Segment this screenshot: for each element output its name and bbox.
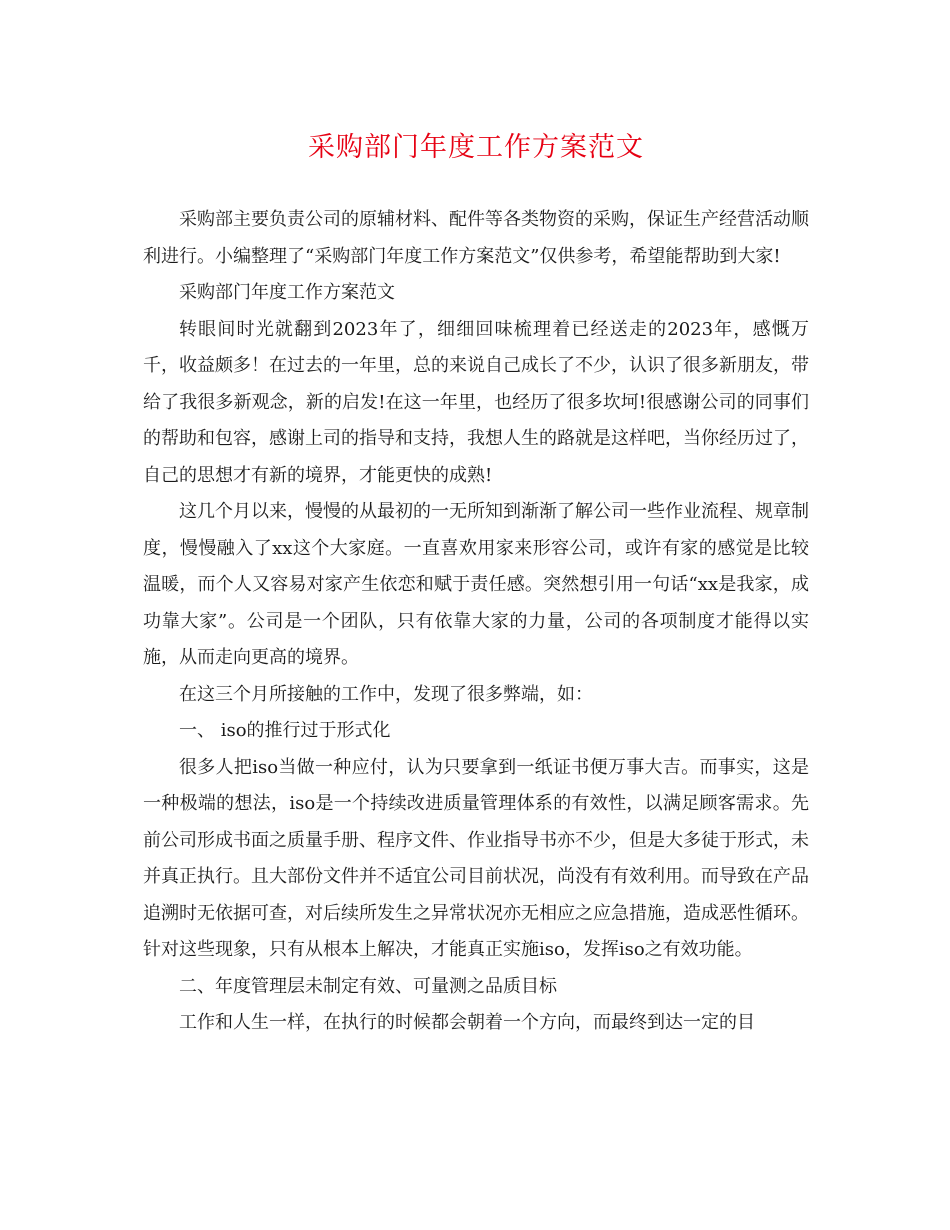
body-paragraph-3: 在这三个月所接触的工作中，发现了很多弊端，如： [179, 683, 593, 705]
section-1-body: 很多人把iso当做一种应付，认为只要拿到一纸证书便万事大吉。而事实，这是一种极端的想法，iso是一个持续改进质量管理体系的有效性，以满足顾客需求。先前公司形成书面之质量手册、程序文件、作业指导书亦不少，但是大多徒于形式，未并真正执行。且大部份文件并不适宜公司目前状况，尚没有有效利用。而导致在产品追溯时无依据可查，对后续所发生之异常状况亦无相应之应急措施，造成恶性循环。针对这些现象，只有从根本上解决，才能真正实施iso，发挥iso之有效功能。 [143, 756, 809, 960]
document-page [143, 128, 809, 1042]
section-2-heading: 二、年度管理层未制定有效、可量测之品质目标 [179, 975, 557, 997]
section-1-heading: 一、 iso的推行过于形式化 [179, 720, 391, 741]
intro-paragraph: 采购部主要负责公司的原辅材料、配件等各类物资的采购，保证生产经营活动顺利进行。小编整理了“采购部门年度工作方案范文”仅供参考，希望能帮助到大家! [143, 209, 809, 267]
body-paragraph-1: 转眼间时光就翻到2023年了，细细回味梳理着已经送走的2023年，感慨万千，收益颇多！在过去的一年里，总的来说自己成长了不少，认识了很多新朋友，带给了我很多新观念，新的启发!在这一年里，也经历了很多坎坷!很感谢公司的同事们的帮助和包容，感谢上司的指导和支持，我想人生的路就是这样吧，当你经历过了，自己的思想才有新的境界，才能更快的成熟! [143, 318, 809, 486]
section-2-body: 工作和人生一样，在执行的时候都会朝着一个方向，而最终到达一定的目 [179, 1012, 755, 1033]
document-title: 采购部门年度工作方案范文 [308, 132, 644, 163]
body-paragraph-2: 这几个月以来，慢慢的从最初的一无所知到渐渐了解公司一些作业流程、规章制度，慢慢融入了xx这个大家庭。一直喜欢用家来形容公司，或许有家的感觉是比较温暖，而个人又容易对家产生依恋和赋于责任感。突然想引用一句话“xx是我家，成功靠大家”。公司是一个团队，只有依靠大家的力量，公司的各项制度才能得以实施，从而走向更高的境界。 [143, 501, 809, 668]
document-subtitle: 采购部门年度工作方案范文 [179, 282, 395, 303]
